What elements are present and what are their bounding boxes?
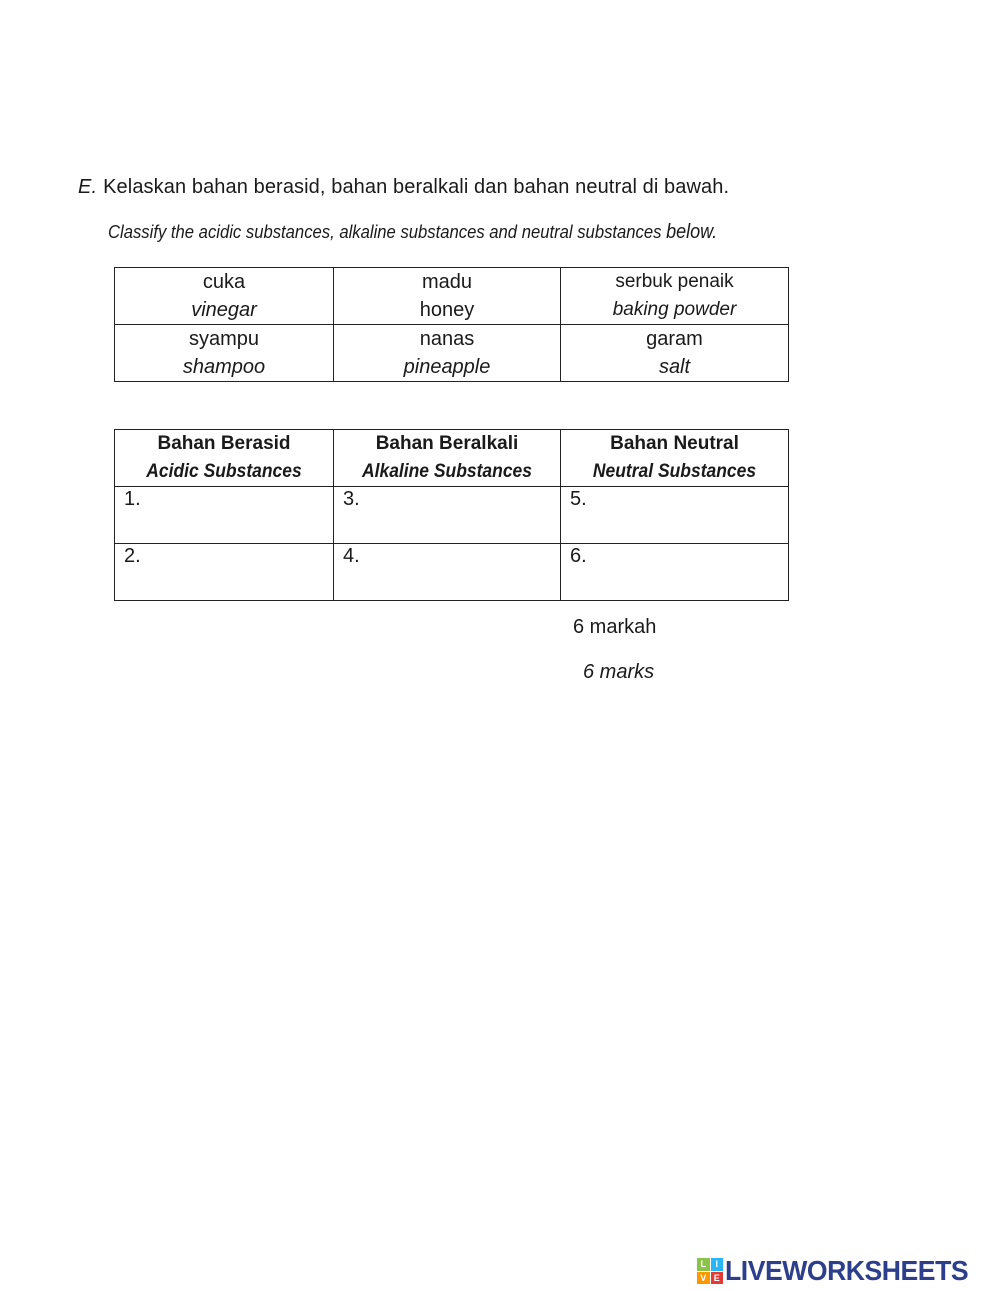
- table-row: [115, 268, 789, 325]
- marks-en: 6 marks: [583, 661, 655, 683]
- substance-cell: [115, 268, 334, 325]
- header-ms: Bahan Berasid: [157, 433, 291, 454]
- substances-table: [114, 267, 789, 382]
- header-acidic: [115, 430, 334, 487]
- table-row: [115, 487, 789, 544]
- header-ms: Bahan Beralkali: [375, 433, 519, 454]
- substance-cell: [334, 268, 561, 325]
- substance-ms: serbuk penaik: [615, 271, 734, 292]
- table-header-row: [115, 430, 789, 487]
- question-text-en-tail: below.: [666, 221, 718, 243]
- answer-number: 3.: [343, 488, 360, 510]
- question-ms: [78, 176, 729, 199]
- logo-letter: I: [711, 1258, 724, 1271]
- table-row: [115, 544, 789, 601]
- header-neutral: [561, 430, 789, 487]
- answer-number: 2.: [124, 545, 141, 567]
- classification-table: [114, 429, 789, 601]
- header-en: Alkaline Substances: [361, 461, 532, 482]
- answer-cell[interactable]: [561, 544, 789, 601]
- question-text-ms: Kelaskan bahan berasid, bahan beralkali dan bahan neutral di bawah.: [103, 176, 730, 198]
- answer-cell[interactable]: [561, 487, 789, 544]
- substance-cell: [334, 325, 561, 382]
- answer-number: 5.: [570, 488, 587, 510]
- answer-cell[interactable]: [115, 544, 334, 601]
- answer-cell[interactable]: [115, 487, 334, 544]
- substance-ms: nanas: [419, 328, 475, 350]
- question-label: E.: [78, 176, 98, 198]
- substance-cell: [561, 325, 789, 382]
- answer-number: 1.: [124, 488, 141, 510]
- table-row: [115, 325, 789, 382]
- header-en: Neutral Substances: [592, 461, 757, 482]
- answer-number: 6.: [570, 545, 587, 567]
- substance-ms: garam: [646, 328, 703, 350]
- brand-name: LIVEWORKSHEETS: [725, 1255, 969, 1286]
- liveworksheets-brand: [697, 1256, 981, 1286]
- logo-letter: V: [697, 1272, 710, 1285]
- substance-ms: madu: [421, 271, 473, 293]
- header-ms: Bahan Neutral: [610, 433, 739, 454]
- substance-cell: [561, 268, 789, 325]
- logo-letter: L: [697, 1258, 710, 1271]
- substance-en: shampoo: [182, 356, 266, 378]
- marks-ms: 6 markah: [573, 616, 657, 638]
- liveworksheets-logo-icon: [697, 1258, 723, 1284]
- substance-en: pineapple: [403, 356, 491, 378]
- substance-en: baking powder: [612, 299, 737, 320]
- question-en: [108, 221, 717, 244]
- substance-ms: cuka: [202, 271, 246, 293]
- substance-cell: [115, 325, 334, 382]
- answer-cell[interactable]: [334, 487, 561, 544]
- substance-ms: syampu: [188, 328, 260, 350]
- answer-number: 4.: [343, 545, 360, 567]
- answer-cell[interactable]: [334, 544, 561, 601]
- header-alkaline: [334, 430, 561, 487]
- header-en: Acidic Substances: [146, 461, 302, 482]
- substance-en: salt: [658, 356, 691, 378]
- question-text-en: Classify the acidic substances, alkaline substances and neutral substances: [108, 221, 662, 242]
- substance-en: honey: [419, 299, 475, 321]
- substance-en: vinegar: [191, 299, 257, 321]
- logo-letter: E: [711, 1272, 724, 1285]
